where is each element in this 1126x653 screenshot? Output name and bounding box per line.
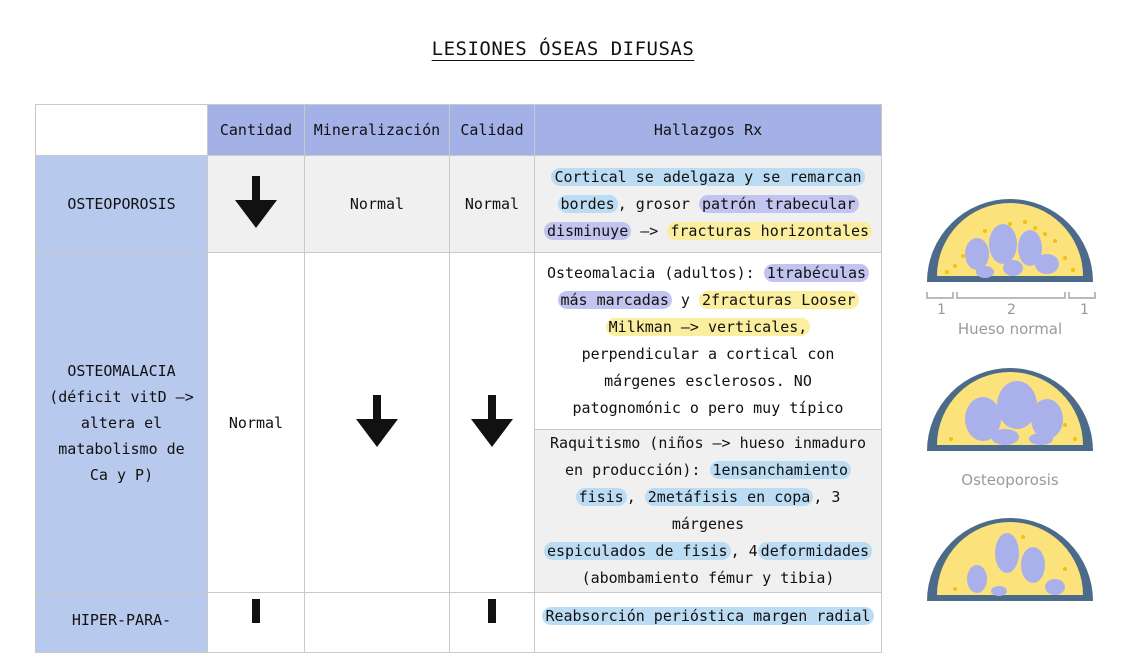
rx-text: (abombamiento fémur y tibia): [581, 569, 835, 587]
osteoporosis-caption: Osteoporosis: [961, 471, 1059, 489]
rx-text: , grosor: [617, 194, 699, 213]
highlight-text: Milkman —> verticales,: [606, 318, 811, 336]
highlight-text: 1ensanchamiento: [710, 461, 851, 479]
rx-text: márgenes esclerosos. NO: [604, 372, 812, 390]
down-arrow-icon: [471, 395, 513, 447]
table-row-hiper: [36, 593, 882, 653]
cell-rx-osteomalacia: [535, 253, 882, 430]
header-hallazgos: Hallazgos Rx: [535, 105, 882, 156]
highlight-text: fisis: [576, 488, 627, 506]
cell-mineralizacion-hiper: [305, 593, 450, 653]
cell-calidad-osteomalacia: [450, 253, 535, 593]
cell-calidad-osteoporosis: Normal: [450, 156, 535, 253]
row-label-line: Ca y P): [89, 465, 154, 484]
cell-rx-osteoporosis: [535, 156, 882, 253]
cell-cantidad-osteoporosis: [208, 156, 305, 253]
row-label-osteomalacia: [36, 253, 208, 593]
row-label-osteoporosis: OSTEOPOROSIS: [36, 156, 208, 253]
row-label-line: (déficit vitD —>: [49, 387, 194, 406]
cell-cantidad-hiper: [208, 593, 305, 653]
table-row-osteomalacia: [36, 253, 882, 430]
rx-text: perpendicular a cortical con: [581, 345, 835, 363]
lesions-table: [35, 104, 882, 653]
header-calidad: Calidad: [450, 105, 535, 156]
rx-text: en producción):: [565, 461, 710, 479]
highlight-text: Cortical se adelgaza y se remarcan: [551, 168, 864, 186]
bone-section-icon: [915, 505, 1105, 605]
highlight-text: 1trabéculas: [764, 264, 869, 282]
cell-rx-raquitismo: [535, 430, 882, 593]
rx-text: , 3 márgenes: [671, 488, 841, 533]
third-bone-illustration: [915, 505, 1105, 606]
cell-calidad-hiper: [450, 593, 535, 653]
row-label-line: altera el: [80, 413, 163, 432]
table-row-osteoporosis: [36, 156, 882, 253]
highlight-text: patrón trabecular: [699, 195, 859, 213]
highlight-text: bordes: [558, 195, 618, 213]
down-arrow-icon: [471, 593, 513, 623]
rx-text: Raquitismo (niños —> hueso inmaduro: [549, 434, 867, 452]
normal-bone-icon: [915, 186, 1105, 286]
header-mineralizacion: Mineralización: [305, 105, 450, 156]
highlight-text: espiculados de fisis: [544, 542, 731, 560]
highlight-text: más marcadas: [558, 291, 672, 309]
cell-rx-hiper: [535, 593, 882, 653]
normal-bone-caption: Hueso normal: [957, 320, 1063, 338]
header-cantidad: Cantidad: [208, 105, 305, 156]
rx-text: , 4: [730, 542, 758, 560]
scale-label: 2: [1007, 302, 1016, 316]
down-arrow-icon: [235, 593, 277, 623]
rx-text: —>: [631, 221, 668, 240]
down-arrow-icon: [356, 395, 398, 447]
row-label-line: OSTEOMALACIA: [67, 361, 176, 380]
highlight-text: 2metáfisis en copa: [645, 488, 814, 506]
cell-mineralizacion-osteomalacia: [305, 253, 450, 593]
scale-label: 1: [937, 302, 946, 316]
normal-bone-illustration: [915, 186, 1105, 336]
scale-bracket-icon: [915, 290, 1105, 316]
osteoporosis-bone-illustration: [915, 355, 1105, 495]
highlight-text: fracturas horizontales: [667, 222, 872, 240]
cell-mineralizacion-osteoporosis: Normal: [305, 156, 450, 253]
scale-label: 1: [1080, 302, 1089, 316]
highlight-text: 2fracturas Looser: [699, 291, 859, 309]
highlight-text: deformidades: [758, 542, 872, 560]
rx-text: ,: [626, 488, 645, 506]
highlight-text: disminuye: [544, 222, 631, 240]
highlight-text: Reabsorción perióstica margen radial: [542, 607, 873, 625]
page-title: LESIONES ÓSEAS DIFUSAS: [431, 38, 695, 60]
osteoporosis-bone-icon: [915, 355, 1105, 455]
down-arrow-icon: [235, 176, 277, 228]
rx-text: Osteomalacia (adultos):: [546, 264, 764, 282]
rx-text: patognomónic o pero muy típico: [572, 399, 844, 417]
row-label-hiper: HIPER-PARA-: [36, 593, 208, 653]
corner-cell: [36, 105, 208, 156]
cell-cantidad-osteomalacia: Normal: [208, 253, 305, 593]
row-label-line: matabolismo de: [58, 439, 185, 458]
rx-text: y: [671, 291, 699, 309]
